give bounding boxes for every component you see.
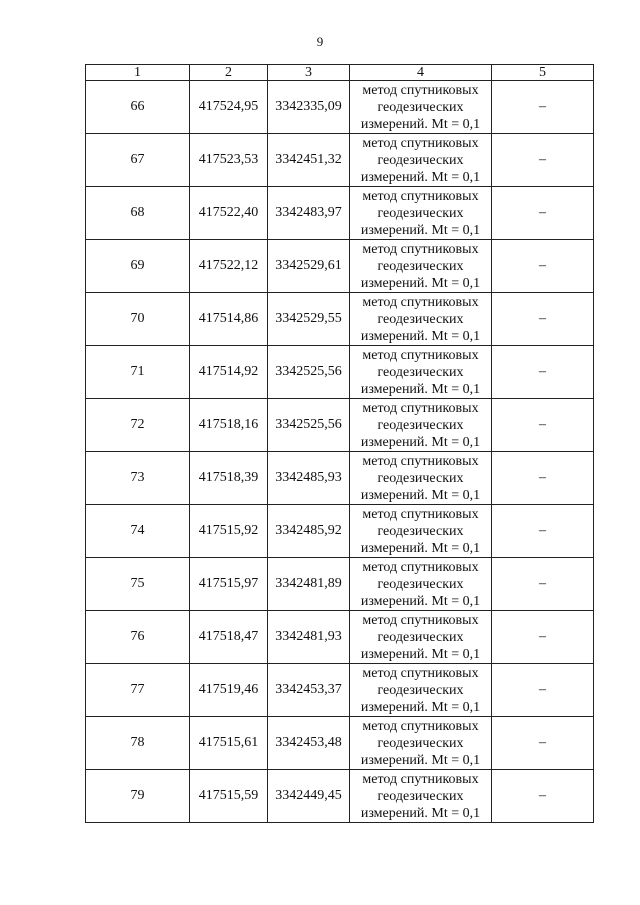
y-coordinate-cell: 3342335,09 — [268, 81, 350, 134]
table-row — [86, 81, 594, 134]
y-coordinate-cell: 3342485,92 — [268, 505, 350, 558]
y-coordinate-cell: 3342453,48 — [268, 717, 350, 770]
point-number-cell: 71 — [86, 346, 190, 399]
note-cell: – — [492, 134, 594, 187]
point-number-cell: 72 — [86, 399, 190, 452]
method-cell: метод спутниковых геодезических измерений. Mt = 0,1 — [350, 611, 492, 664]
y-coordinate-cell: 3342481,93 — [268, 611, 350, 664]
column-header-3: 3 — [268, 65, 350, 81]
method-cell: метод спутниковых геодезических измерений. Mt = 0,1 — [350, 240, 492, 293]
method-cell: метод спутниковых геодезических измерений. Mt = 0,1 — [350, 558, 492, 611]
page-number: 9 — [316, 34, 324, 49]
x-coordinate-cell: 417515,61 — [190, 717, 268, 770]
note-cell: – — [492, 558, 594, 611]
column-header-4: 4 — [350, 65, 492, 81]
method-cell: метод спутниковых геодезических измерений. Mt = 0,1 — [350, 717, 492, 770]
x-coordinate-cell: 417519,46 — [190, 664, 268, 717]
column-header-1: 1 — [86, 65, 190, 81]
x-coordinate-cell: 417524,95 — [190, 81, 268, 134]
note-cell: – — [492, 717, 594, 770]
coordinates-table — [85, 64, 594, 823]
x-coordinate-cell: 417523,53 — [190, 134, 268, 187]
table-row — [86, 770, 594, 823]
note-cell: – — [492, 452, 594, 505]
point-number-cell: 66 — [86, 81, 190, 134]
x-coordinate-cell: 417515,59 — [190, 770, 268, 823]
y-coordinate-cell: 3342525,56 — [268, 399, 350, 452]
method-cell: метод спутниковых геодезических измерений. Mt = 0,1 — [350, 346, 492, 399]
method-cell: метод спутниковых геодезических измерений. Mt = 0,1 — [350, 187, 492, 240]
header-row — [86, 65, 594, 81]
method-cell: метод спутниковых геодезических измерений. Mt = 0,1 — [350, 505, 492, 558]
point-number-cell: 70 — [86, 293, 190, 346]
table-row — [86, 187, 594, 240]
x-coordinate-cell: 417522,40 — [190, 187, 268, 240]
method-cell: метод спутниковых геодезических измерений. Mt = 0,1 — [350, 81, 492, 134]
x-coordinate-cell: 417518,47 — [190, 611, 268, 664]
y-coordinate-cell: 3342529,61 — [268, 240, 350, 293]
table-body — [86, 81, 594, 823]
x-coordinate-cell: 417518,16 — [190, 399, 268, 452]
point-number-cell: 75 — [86, 558, 190, 611]
y-coordinate-cell: 3342529,55 — [268, 293, 350, 346]
note-cell: – — [492, 664, 594, 717]
table-row — [86, 717, 594, 770]
table-row — [86, 293, 594, 346]
column-header-5: 5 — [492, 65, 594, 81]
point-number-cell: 74 — [86, 505, 190, 558]
x-coordinate-cell: 417518,39 — [190, 452, 268, 505]
note-cell: – — [492, 611, 594, 664]
x-coordinate-cell: 417514,86 — [190, 293, 268, 346]
x-coordinate-cell: 417514,92 — [190, 346, 268, 399]
y-coordinate-cell: 3342485,93 — [268, 452, 350, 505]
x-coordinate-cell: 417515,97 — [190, 558, 268, 611]
y-coordinate-cell: 3342481,89 — [268, 558, 350, 611]
point-number-cell: 73 — [86, 452, 190, 505]
note-cell: – — [492, 770, 594, 823]
table-row — [86, 664, 594, 717]
note-cell: – — [492, 187, 594, 240]
x-coordinate-cell: 417515,92 — [190, 505, 268, 558]
y-coordinate-cell: 3342451,32 — [268, 134, 350, 187]
point-number-cell: 68 — [86, 187, 190, 240]
point-number-cell: 69 — [86, 240, 190, 293]
y-coordinate-cell: 3342453,37 — [268, 664, 350, 717]
table-header — [86, 65, 594, 81]
table-row — [86, 399, 594, 452]
point-number-cell: 76 — [86, 611, 190, 664]
note-cell: – — [492, 399, 594, 452]
note-cell: – — [492, 240, 594, 293]
point-number-cell: 77 — [86, 664, 190, 717]
table-row — [86, 134, 594, 187]
note-cell: – — [492, 81, 594, 134]
method-cell: метод спутниковых геодезических измерений. Mt = 0,1 — [350, 399, 492, 452]
table-row — [86, 611, 594, 664]
table-row — [86, 505, 594, 558]
table-row — [86, 558, 594, 611]
method-cell: метод спутниковых геодезических измерений. Mt = 0,1 — [350, 664, 492, 717]
y-coordinate-cell: 3342525,56 — [268, 346, 350, 399]
point-number-cell: 78 — [86, 717, 190, 770]
note-cell: – — [492, 293, 594, 346]
method-cell: метод спутниковых геодезических измерений. Mt = 0,1 — [350, 134, 492, 187]
note-cell: – — [492, 346, 594, 399]
column-header-2: 2 — [190, 65, 268, 81]
x-coordinate-cell: 417522,12 — [190, 240, 268, 293]
y-coordinate-cell: 3342483,97 — [268, 187, 350, 240]
table-row — [86, 346, 594, 399]
method-cell: метод спутниковых геодезических измерений. Mt = 0,1 — [350, 770, 492, 823]
point-number-cell: 67 — [86, 134, 190, 187]
y-coordinate-cell: 3342449,45 — [268, 770, 350, 823]
table-row — [86, 240, 594, 293]
point-number-cell: 79 — [86, 770, 190, 823]
note-cell: – — [492, 505, 594, 558]
method-cell: метод спутниковых геодезических измерений. Mt = 0,1 — [350, 293, 492, 346]
method-cell: метод спутниковых геодезических измерений. Mt = 0,1 — [350, 452, 492, 505]
table-row — [86, 452, 594, 505]
